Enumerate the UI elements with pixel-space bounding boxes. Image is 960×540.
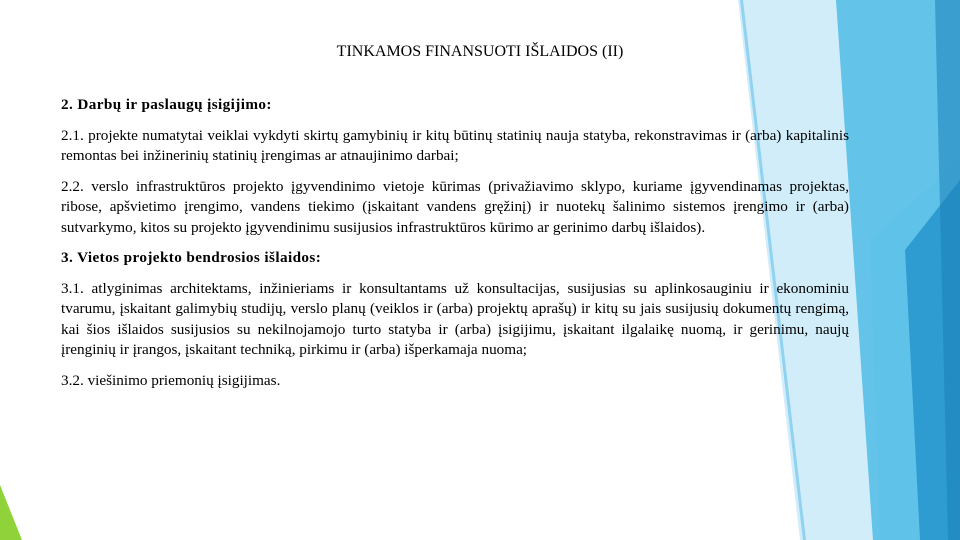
section-heading: 2. Darbų ir paslaugų įsigijimo: <box>61 96 272 113</box>
slide-title <box>0 42 960 62</box>
section-heading: 3. Vietos projekto bendrosios išlaidos: <box>61 249 322 266</box>
list-item: 2.1. projekte numatytai veiklai vykdyti skirtų gamybinių ir kitų būtinų statinių nauja statyba, rekonstravimas ir (arba) kapitalinis remontas bei inžinerinių statinių įrengimas ar atnaujinimo darbai; <box>61 126 849 164</box>
title-text: TINKAMOS FINANSUOTI IŠLAIDOS (II) <box>336 43 624 60</box>
slide-content <box>61 95 849 391</box>
list-item: 3.1. atlyginimas architektams, inžinieriams ir konsultantams už konsultacijas, susijusias su aplinkosauginiu ir ekonominiu tvarumu, įskaitant galimybių studijų, verslo planų (veiklos ir (arba) projektų aprašų) ir kitų su jais susijusių dokumentų rengimą, kai šios išlaidos susijusios su nekilnojamojo turto statyba ir (arba) įsigijimu, įskaitant ilgalaikę nuomą, ir gerinimu, naujų įrenginių ir įrangos, įskaitant techniką, pirkimu ir (arba) išperkamaja nuoma; <box>61 279 849 358</box>
left-accent-green <box>0 485 22 540</box>
list-item: 2.2. verslo infrastruktūros projekto įgyvendinimo vietoje kūrimas (privažiavimo sklypo, kuriame įgyvendinamas projektas, ribose, apšvietimo įrengimo, vandens tiekimo (įskaitant vandens gręžinį) ir nuotekų šalinimo sistemos įrengimo ir (arba) sutvarkymo, kitos su projekto įgyvendinimu susijusios infrastruktūros kūrimo ar gerinimo darbų išlaidos). <box>61 177 849 236</box>
list-item: 3.2. viešinimo priemonių įsigijimas. <box>61 371 281 389</box>
